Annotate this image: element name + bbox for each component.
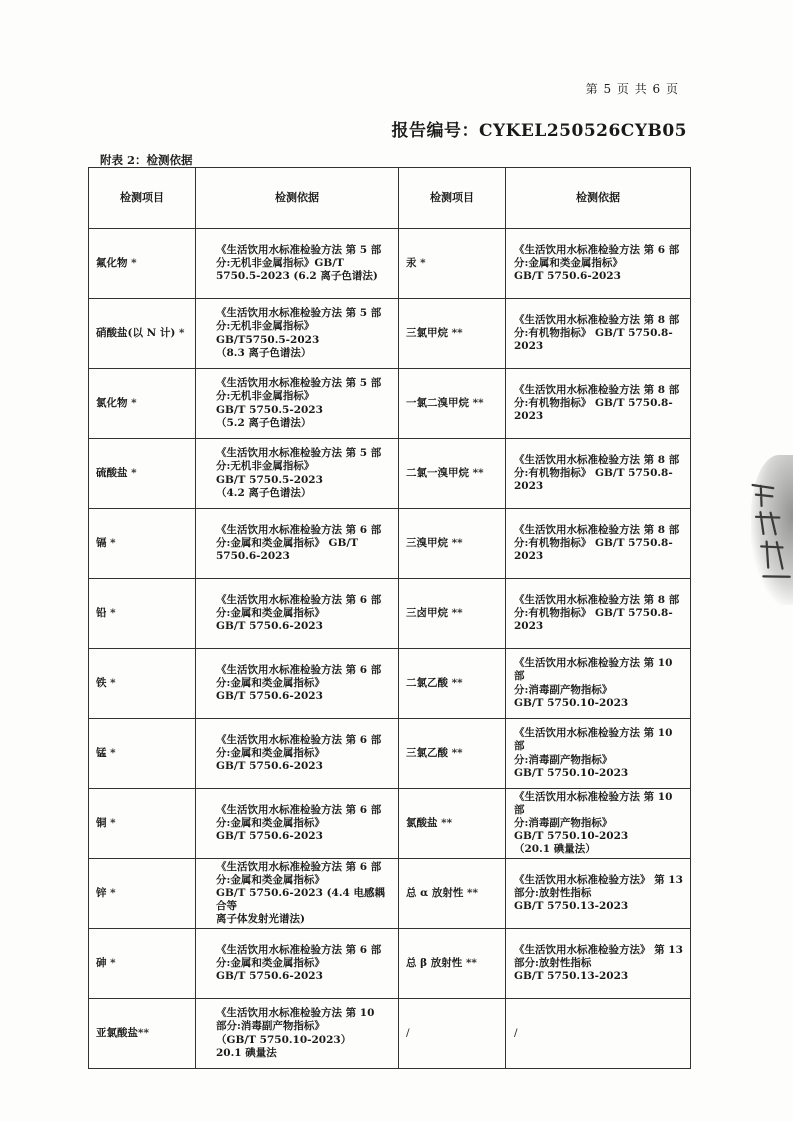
- test-item: 镉 *: [89, 509, 196, 579]
- test-method: 《生活饮用水标准检验方法 第 8 部 分:有机物指标》 GB/T 5750.8-2023: [506, 369, 691, 439]
- test-method: 《生活饮用水标准检验方法 第 5 部 分:无机非金属指标》 GB/T 5750.5-2023 （5.2 离子色谱法）: [196, 369, 399, 439]
- header-test-item: 检测项目: [89, 168, 196, 229]
- table-row: [89, 229, 691, 299]
- table-row: [89, 369, 691, 439]
- report-number: 报告编号：CYKEL250526CYB05: [391, 121, 687, 141]
- test-method: 《生活饮用水标准检验方法 第 6 部 分:金属和类金属指标》 GB/T 5750.6-2023: [196, 579, 399, 649]
- header-test-basis: 检测依据: [196, 168, 399, 229]
- test-item: 铜 *: [89, 789, 196, 859]
- test-item: 硝酸盐(以 N 计) *: [89, 299, 196, 369]
- test-item: 总 β 放射性 **: [399, 929, 506, 999]
- test-method: 《生活饮用水标准检验方法 第 6 部 分:金属和类金属指标》 GB/T 5750.6-2023: [196, 719, 399, 789]
- test-item: 锰 *: [89, 719, 196, 789]
- test-item: 铁 *: [89, 649, 196, 719]
- test-method: 《生活饮用水标准检验方法 第 6 部 分:金属和类金属指标》 GB/T 5750.6-2023 (4.4 电感耦合等 离子体发射光谱法): [196, 859, 399, 929]
- test-item: 氯化物 *: [89, 369, 196, 439]
- test-method: 《生活饮用水标准检验方法 第 8 部 分:有机物指标》 GB/T 5750.8-2023: [506, 509, 691, 579]
- test-item: 二氯乙酸 **: [399, 649, 506, 719]
- test-method: 《生活饮用水标准检验方法 第 10 部 分:消毒副产物指标》 GB/T 5750.10-2023: [506, 719, 691, 789]
- test-method: 《生活饮用水标准检验方法 第 10 部分:消毒副产物指标》 （GB/T 5750.10-2023） 20.1 碘量法: [196, 999, 399, 1069]
- test-method: 《生活饮用水标准检验方法 第 10 部 分:消毒副产物指标》 GB/T 5750.10-2023 （20.1 碘量法）: [506, 789, 691, 859]
- table-header-row: [89, 168, 691, 229]
- header-test-basis: 检测依据: [506, 168, 691, 229]
- test-method: 《生活饮用水标准检验方法 第 6 部 分:金属和类金属指标》 GB/T 5750.6-2023: [196, 789, 399, 859]
- seal-stamp: [741, 455, 793, 605]
- test-item: 砷 *: [89, 929, 196, 999]
- test-item: 三卤甲烷 **: [399, 579, 506, 649]
- test-item: 锌 *: [89, 859, 196, 929]
- table-row: [89, 649, 691, 719]
- test-item: 二氯一溴甲烷 **: [399, 439, 506, 509]
- test-item: 三溴甲烷 **: [399, 509, 506, 579]
- table-row: [89, 789, 691, 859]
- test-item: 汞 *: [399, 229, 506, 299]
- detection-basis-table: [88, 167, 691, 1069]
- table-row: [89, 999, 691, 1069]
- test-item: 铅 *: [89, 579, 196, 649]
- table-row: [89, 719, 691, 789]
- test-method: 《生活饮用水标准检验方法 第 6 部 分:金属和类金属指标》 GB/T 5750.6-2023: [506, 229, 691, 299]
- header-test-item: 检测项目: [399, 168, 506, 229]
- test-item: 一氯二溴甲烷 **: [399, 369, 506, 439]
- test-item: 硫酸盐 *: [89, 439, 196, 509]
- test-method: 《生活饮用水标准检验方法 第 10 部 分:消毒副产物指标》 GB/T 5750.10-2023: [506, 649, 691, 719]
- test-method: 《生活饮用水标准检验方法 第 6 部 分:金属和类金属指标》 GB/T 5750.6-2023: [196, 929, 399, 999]
- test-item: 氟化物 *: [89, 229, 196, 299]
- test-item: 三氯乙酸 **: [399, 719, 506, 789]
- test-item: /: [399, 999, 506, 1069]
- table-row: [89, 929, 691, 999]
- page-number: 第 5 页 共 6 页: [585, 82, 679, 96]
- test-method: 《生活饮用水标准检验方法》 第 13 部分:放射性指标 GB/T 5750.13-2023: [506, 859, 691, 929]
- test-method: 《生活饮用水标准检验方法 第 6 部 分:金属和类金属指标》 GB/T 5750.6-2023: [196, 509, 399, 579]
- test-method: 《生活饮用水标准检验方法 第 8 部 分:有机物指标》 GB/T 5750.8-2023: [506, 579, 691, 649]
- appendix-title: 附表 2：检测依据: [100, 153, 193, 167]
- table-row: [89, 579, 691, 649]
- test-item: 氯酸盐 **: [399, 789, 506, 859]
- table-row: [89, 859, 691, 929]
- test-item: 亚氯酸盐**: [89, 999, 196, 1069]
- test-method: 《生活饮用水标准检验方法 第 8 部 分:有机物指标》 GB/T 5750.8-2023: [506, 299, 691, 369]
- table-row: [89, 299, 691, 369]
- table-row: [89, 509, 691, 579]
- test-method: 《生活饮用水标准检验方法 第 5 部 分:无机非金属指标》GB/T 5750.5-2023 (6.2 离子色谱法): [196, 229, 399, 299]
- test-method: 《生活饮用水标准检验方法》 第 13 部分:放射性指标 GB/T 5750.13-2023: [506, 929, 691, 999]
- test-method: /: [506, 999, 691, 1069]
- table-row: [89, 439, 691, 509]
- test-method: 《生活饮用水标准检验方法 第 6 部 分:金属和类金属指标》 GB/T 5750.6-2023: [196, 649, 399, 719]
- test-method: 《生活饮用水标准检验方法 第 5 部 分:无机非金属指标》 GB/T5750.5-2023 （8.3 离子色谱法）: [196, 299, 399, 369]
- test-method: 《生活饮用水标准检验方法 第 8 部 分:有机物指标》 GB/T 5750.8-2023: [506, 439, 691, 509]
- test-method: 《生活饮用水标准检验方法 第 5 部 分:无机非金属指标》 GB/T 5750.5-2023 （4.2 离子色谱法）: [196, 439, 399, 509]
- test-item: 总 α 放射性 **: [399, 859, 506, 929]
- test-item: 三氯甲烷 **: [399, 299, 506, 369]
